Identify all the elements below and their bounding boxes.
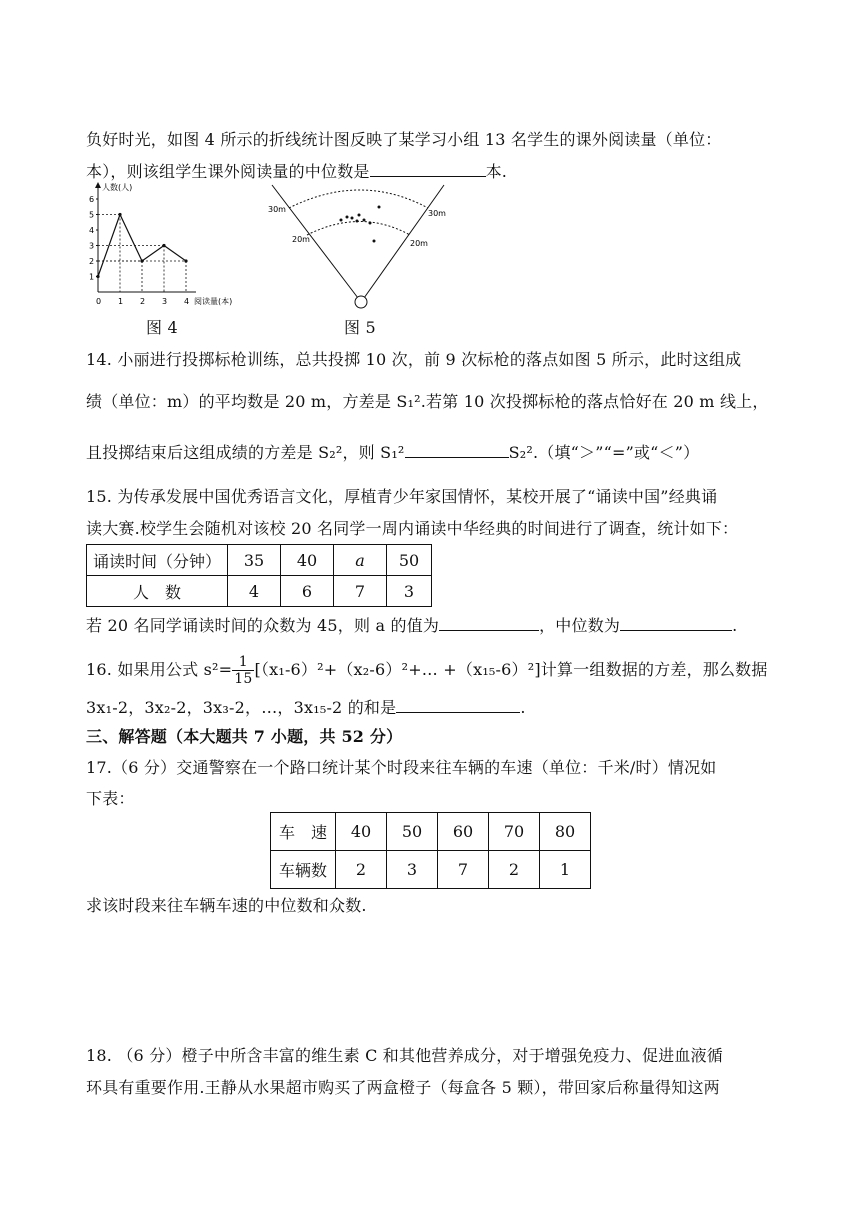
fig4-x-tick-label: 1 xyxy=(118,297,124,306)
q14-line3-pre: 且投掷结束后这组成绩的方差是 S₂²，则 S₁² xyxy=(86,443,405,462)
fig5-landing-point xyxy=(356,220,359,223)
table-header-cell: 人 数 xyxy=(87,576,228,607)
fig5-20m-arc xyxy=(307,222,410,236)
q16-line2-post: . xyxy=(520,698,526,717)
table-row xyxy=(87,545,432,576)
q15-line3-mid: ，中位数为 xyxy=(539,616,621,635)
table-row xyxy=(87,576,432,607)
fig5-landing-point xyxy=(351,217,354,220)
q15-line3 xyxy=(86,614,737,636)
table-cell: 1 xyxy=(540,851,591,889)
table-header-cell: 车辆数 xyxy=(271,851,336,889)
table-cell: 70 xyxy=(489,813,540,851)
q13-line2 xyxy=(86,160,507,182)
q15-a-blank xyxy=(439,614,539,631)
fig5-right-boundary xyxy=(364,185,444,298)
q14-answer-blank xyxy=(405,441,509,458)
fig5-label-20m-right: 20m xyxy=(410,239,428,248)
fig4-y-tick-label: 1 xyxy=(89,272,95,282)
table-cell: 2 xyxy=(336,851,387,889)
q16-fraction xyxy=(232,654,254,687)
q14-line2: 绩（单位：m）的平均数是 20 m，方差是 S₁².若第 10 次投掷标枪的落点恰好在 20 m 线上， xyxy=(86,392,769,411)
table-cell: 50 xyxy=(387,813,438,851)
fig4-x-tick-label: 0 xyxy=(96,297,102,306)
fig4-y-tick-label: 6 xyxy=(89,195,95,204)
q16-line1 xyxy=(86,654,768,687)
q16-line2-pre: 3x₁-2，3x₂-2，3x₃-2，…，3x₁₅-2 的和是 xyxy=(86,698,397,717)
fig4-data-point xyxy=(184,259,187,262)
fig5-label-30m-right: 30m xyxy=(428,209,446,218)
fig4-ylabel: 人数(人) xyxy=(102,183,133,192)
table-cell: 60 xyxy=(438,813,489,851)
table-header-cell: 诵读时间（分钟） xyxy=(87,545,228,576)
q16-answer-blank xyxy=(396,696,520,713)
fig4-line-chart xyxy=(86,180,236,310)
table-cell: 7 xyxy=(334,576,387,607)
fig4-y-tick-label: 3 xyxy=(89,241,95,251)
table-cell: 35 xyxy=(228,545,281,576)
q14-line1: 14. 小丽进行投掷标枪训练，总共投掷 10 次，前 9 次标枪的落点如图 5 所示，此时这组成 xyxy=(86,350,742,369)
q16-line1-pre: 16. 如果用公式 s²= xyxy=(86,660,233,679)
fig4-xlabel: 阅读量(本) xyxy=(194,297,233,306)
q15-line1: 15. 为传承发展中国优秀语言文化，厚植青少年家国情怀，某校开展了“诵读中国”经典诵 xyxy=(86,487,718,506)
fig5-caption: 图 5 xyxy=(344,318,376,337)
fig5-throw-circle xyxy=(355,296,367,308)
q15-line3-post: . xyxy=(732,616,738,635)
q13-line2-post: 本. xyxy=(485,162,508,181)
table-cell: 40 xyxy=(281,545,334,576)
table-cell: a xyxy=(334,545,387,576)
fig4-data-point xyxy=(162,244,165,247)
fig4-x-tick-label: 2 xyxy=(140,297,146,306)
fig5-left-boundary xyxy=(272,185,358,298)
section3-heading: 三、解答题（本大题共 7 小题，共 52 分） xyxy=(86,727,403,746)
q18-line2: 环具有重要作用.王静从水果超市购买了两盒橙子（每盒各 5 颗），带回家后称量得知这两 xyxy=(86,1078,720,1097)
fig4-data-point xyxy=(140,259,143,262)
q16-frac-numerator: 1 xyxy=(232,654,254,671)
fig5-landing-point xyxy=(378,206,381,209)
q13-answer-blank xyxy=(370,160,486,177)
fig5-30m-arc xyxy=(289,190,428,208)
q18-line1: 18. （6 分）橙子中所含丰富的维生素 C 和其他营养成分，对于增强免疫力、促进血液循 xyxy=(86,1046,724,1065)
q14-line3-post: S₂².（填“＞”“=”或“＜”） xyxy=(508,443,700,462)
table-cell: 80 xyxy=(540,813,591,851)
fig4-data-point xyxy=(96,275,99,278)
table-cell: 3 xyxy=(387,576,432,607)
fig4-y-tick-label: 4 xyxy=(89,226,95,235)
fig4-y-tick-label: 5 xyxy=(89,210,95,220)
q15-line3-pre: 若 20 名同学诵读时间的众数为 45，则 a 的值为 xyxy=(86,616,440,635)
fig5-label-20m-left: 20m xyxy=(292,235,310,244)
q17-line3: 求该时段来往车辆车速的中位数和众数. xyxy=(86,896,367,915)
fig4-data-point xyxy=(118,213,121,216)
fig5-landing-point xyxy=(358,214,361,217)
table-cell: 40 xyxy=(336,813,387,851)
fig4-y-axis-arrow xyxy=(95,182,101,188)
fig4-caption: 图 4 xyxy=(146,318,178,337)
table-row xyxy=(271,813,591,851)
fig5-landing-point xyxy=(369,222,372,225)
q16-line1-post: [（x₁-6）²+（x₂-6）²+… +（x₁₅-6）²]计算一组数据的方差，那么数据 xyxy=(254,660,768,679)
fig4-x-tick-label: 3 xyxy=(162,297,168,306)
q17-line2: 下表： xyxy=(86,789,135,808)
q15-median-blank xyxy=(620,614,732,631)
fig4-x-tick-label: 4 xyxy=(184,297,190,306)
q15-line2: 读大赛.校学生会随机对该校 20 名同学一周内诵读中华经典的时间进行了调查，统计如下： xyxy=(86,519,739,538)
q13-line2-pre: 本），则该组学生课外阅读量的中位数是 xyxy=(86,162,370,181)
fig5-landing-point xyxy=(346,216,349,219)
fig4-y-tick-label: 2 xyxy=(89,257,95,266)
table-cell: 2 xyxy=(489,851,540,889)
fig5-label-30m-left: 30m xyxy=(268,205,286,214)
q17-speed-table xyxy=(270,812,591,889)
fig5-landing-point xyxy=(340,219,343,222)
q14-line3 xyxy=(86,441,699,463)
fig5-landing-point xyxy=(373,240,376,243)
table-cell: 4 xyxy=(228,576,281,607)
q15-data-table xyxy=(86,544,432,607)
table-cell: 6 xyxy=(281,576,334,607)
table-cell: 50 xyxy=(387,545,432,576)
table-row xyxy=(271,851,591,889)
table-cell: 3 xyxy=(387,851,438,889)
table-header-cell: 车 速 xyxy=(271,813,336,851)
q16-frac-denominator: 15 xyxy=(234,671,253,687)
fig5-javelin-diagram xyxy=(262,180,462,310)
q13-line1: 负好时光，如图 4 所示的折线统计图反映了某学习小组 13 名学生的课外阅读量（单位： xyxy=(86,130,722,149)
q17-line1: 17.（6 分）交通警察在一个路口统计某个时段来往车辆的车速（单位：千米/时）情况如 xyxy=(86,758,717,777)
table-cell: 7 xyxy=(438,851,489,889)
fig5-landing-point xyxy=(363,219,366,222)
q16-line2 xyxy=(86,696,526,718)
